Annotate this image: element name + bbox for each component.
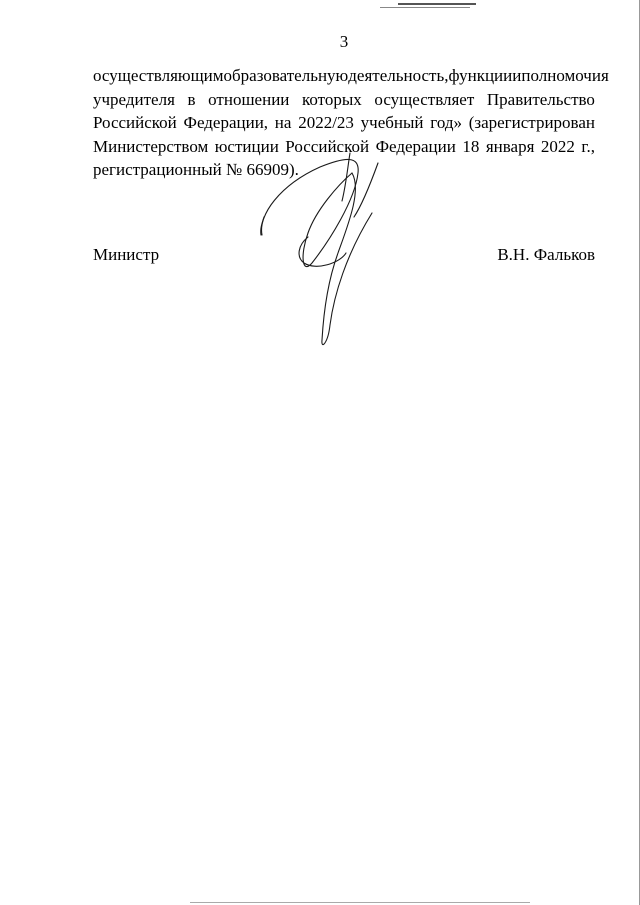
word: учредителя bbox=[93, 89, 175, 109]
word: Федерации bbox=[375, 136, 456, 156]
word: осуществляющим bbox=[93, 66, 224, 85]
scan-artifact-bottom bbox=[190, 902, 530, 903]
word: которых bbox=[302, 89, 362, 109]
word: в bbox=[187, 89, 196, 109]
word: 2022/23 bbox=[298, 113, 354, 133]
scan-artifact-top-2 bbox=[380, 7, 470, 8]
page-number: 3 bbox=[339, 32, 349, 51]
scan-artifact-top bbox=[398, 3, 476, 5]
word: и bbox=[512, 66, 522, 85]
word: на bbox=[274, 113, 292, 133]
word: г., bbox=[581, 136, 595, 156]
word: осуществляет bbox=[374, 89, 475, 109]
word: юстиции bbox=[214, 136, 279, 156]
word: 18 bbox=[462, 136, 480, 156]
word: 2022 bbox=[540, 136, 575, 156]
word: Российской bbox=[93, 113, 177, 133]
word: Федерации, bbox=[183, 113, 269, 133]
word: регистрационный № 66909). bbox=[93, 160, 299, 180]
body-line-1 bbox=[93, 64, 609, 88]
signer-position: Министр bbox=[93, 245, 160, 264]
word: год» bbox=[430, 113, 462, 133]
body-line-3 bbox=[93, 111, 595, 135]
word: (зарегистрирован bbox=[468, 113, 595, 133]
word: полномочия bbox=[521, 66, 609, 85]
word: учебный bbox=[360, 113, 424, 133]
word: функции bbox=[448, 66, 513, 85]
signer-name: В.Н. Фальков bbox=[497, 245, 595, 264]
word: отношении bbox=[208, 89, 290, 109]
word: Министерством bbox=[93, 136, 209, 156]
word: января bbox=[485, 136, 535, 156]
signature-block bbox=[93, 245, 595, 265]
word: деятельность, bbox=[348, 66, 449, 85]
body-line-2 bbox=[93, 88, 595, 112]
word: образовательную bbox=[223, 66, 349, 85]
word: Правительство bbox=[486, 89, 595, 109]
word: Российской bbox=[285, 136, 370, 156]
